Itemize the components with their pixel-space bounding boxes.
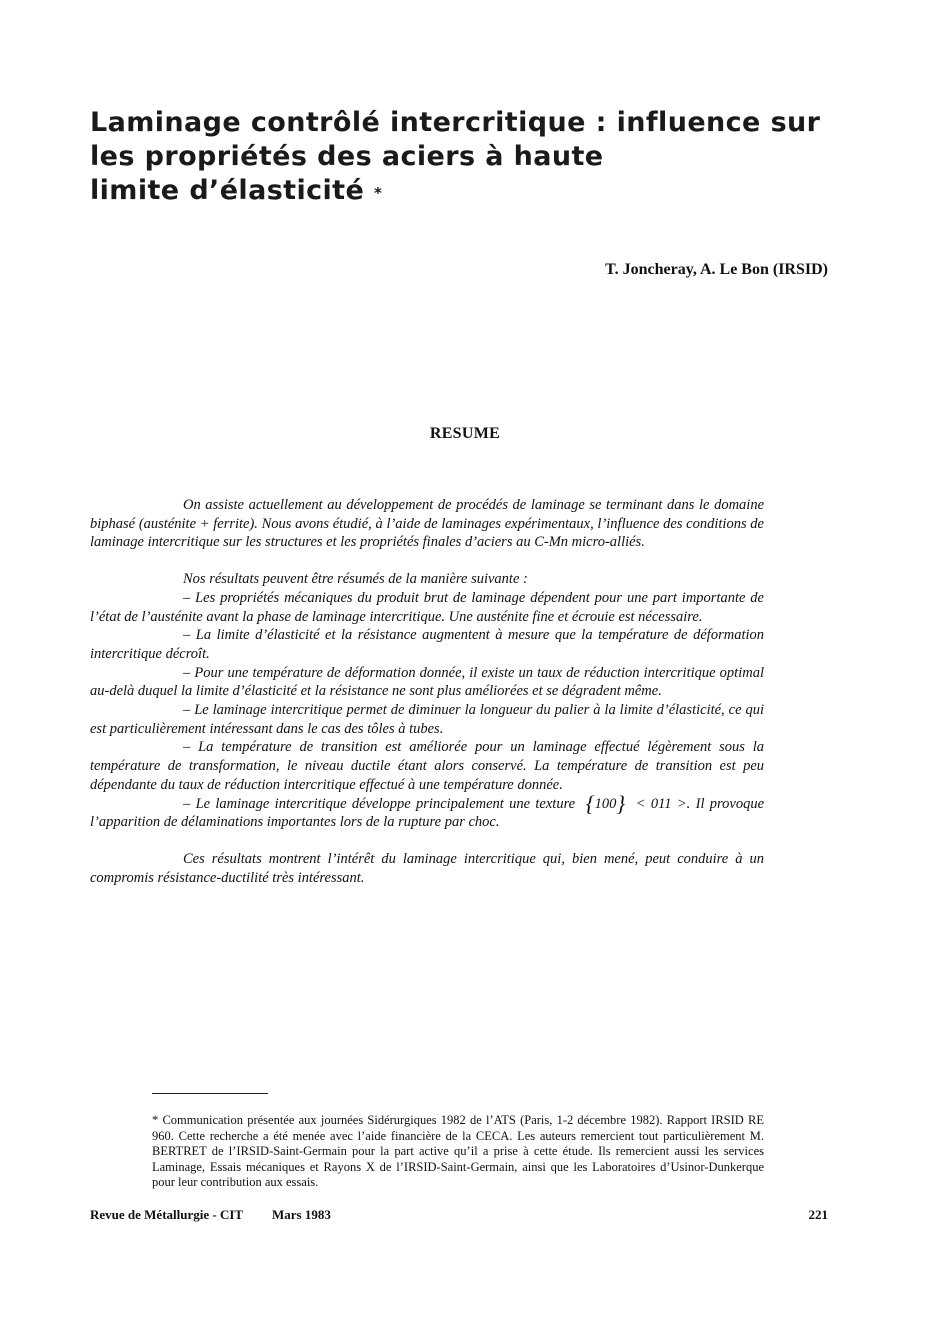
title-line-3: [90, 174, 850, 208]
footer-journal: Revue de Métallurgie - CIT: [90, 1207, 244, 1222]
authors: T. Joncheray, A. Le Bon (IRSID): [605, 261, 828, 278]
article-title: [90, 106, 850, 208]
title-line-2: les propriétés des aciers à haute: [90, 141, 604, 172]
abstract-point-3: – Pour une température de déformation donnée, il existe un taux de réduction intercritique optimal au-delà duquel la limite d’élasticité et la résistance ne sont plus améliorées et se dégradent même.: [90, 664, 764, 700]
abstract-point-4: – Le laminage intercritique permet de diminuer la longueur du palier à la limite d’élasticité, ce qui est particulièrement intéressant dans le cas des tôles à tubes.: [90, 702, 764, 737]
texture-plane: 100: [594, 795, 617, 812]
abstract-point-1: – Les propriétés mécaniques du produit brut de laminage dépendent pour une part importante de l’état de l’austénite avant la phase de laminage intercritique. Une austénite fine et écrouie est nécessaire.: [90, 589, 764, 625]
resume-heading: RESUME: [429, 425, 501, 442]
abstract-point-2: – La limite d’élasticité et la résistance augmentent à mesure que la température de déformation intercritique décroît.: [90, 627, 764, 662]
footnote-rule: [152, 1093, 268, 1094]
abstract-point-6: [90, 790, 765, 832]
footer-date: Mars 1983: [272, 1207, 331, 1222]
title-line-1: Laminage contrôlé intercritique : influence sur: [90, 107, 821, 138]
footer-page-number: 221: [808, 1207, 828, 1222]
title-footnote-mark: *: [374, 184, 383, 202]
abstract-results-lead: Nos résultats peuvent être résumés de la manière suivante :: [183, 571, 528, 588]
title-line-3-text: limite d’élasticité: [90, 175, 365, 206]
brace-close: }: [616, 790, 626, 816]
abstract: [90, 496, 764, 887]
abstract-conclusion: Ces résultats montrent l’intérêt du laminage intercritique qui, bien mené, peut conduire à un compromis résistance-ductilité très intéressant.: [90, 850, 764, 886]
footnote: * Communication présentée aux journées Sidérurgiques 1982 de l’ATS (Paris, 1-2 décembre 1982). Rapport IRSID RE 960. Cette recherche a été menée avec l’aide financière de la CECA. Les auteurs remercient tout particulièrement M. BERTRET de l’IRSID-Saint-Germain pour la part active qu’il a prise à cette étude. Ils remercient aussi les services Laminage, Essais mécaniques et Rayons X de l’IRSID-Saint-Germain, ainsi que les Laboratoires d’Usinor-Dunkerque pour leur contribution aux essais.: [152, 1113, 764, 1189]
texture-point-tail: Il provoque l’apparition de délaminations importantes lors de la rupture par choc.: [90, 795, 765, 831]
texture-direction: < 011 >.: [635, 795, 691, 812]
brace-open: {: [585, 790, 595, 816]
abstract-point-5: – La température de transition est améliorée pour un laminage effectué légèrement sous la température de transformation, le niveau ductile étant alors conservé. La température de transition est peu dépendante du taux de réduction intercritique effectué à une température donnée.: [90, 739, 764, 793]
texture-point-text: – Le laminage intercritique développe principalement une texture: [183, 795, 576, 812]
abstract-intro: On assiste actuellement au développement de procédés de laminage se terminant dans le domaine biphasé (austénite + ferrite). Nous avons étudié, à l’aide de laminages expérimentaux, l’influence des conditions de laminage intercritique sur les structures et les propriétés finales d’aciers au C-Mn micro-alliés.: [90, 497, 764, 551]
